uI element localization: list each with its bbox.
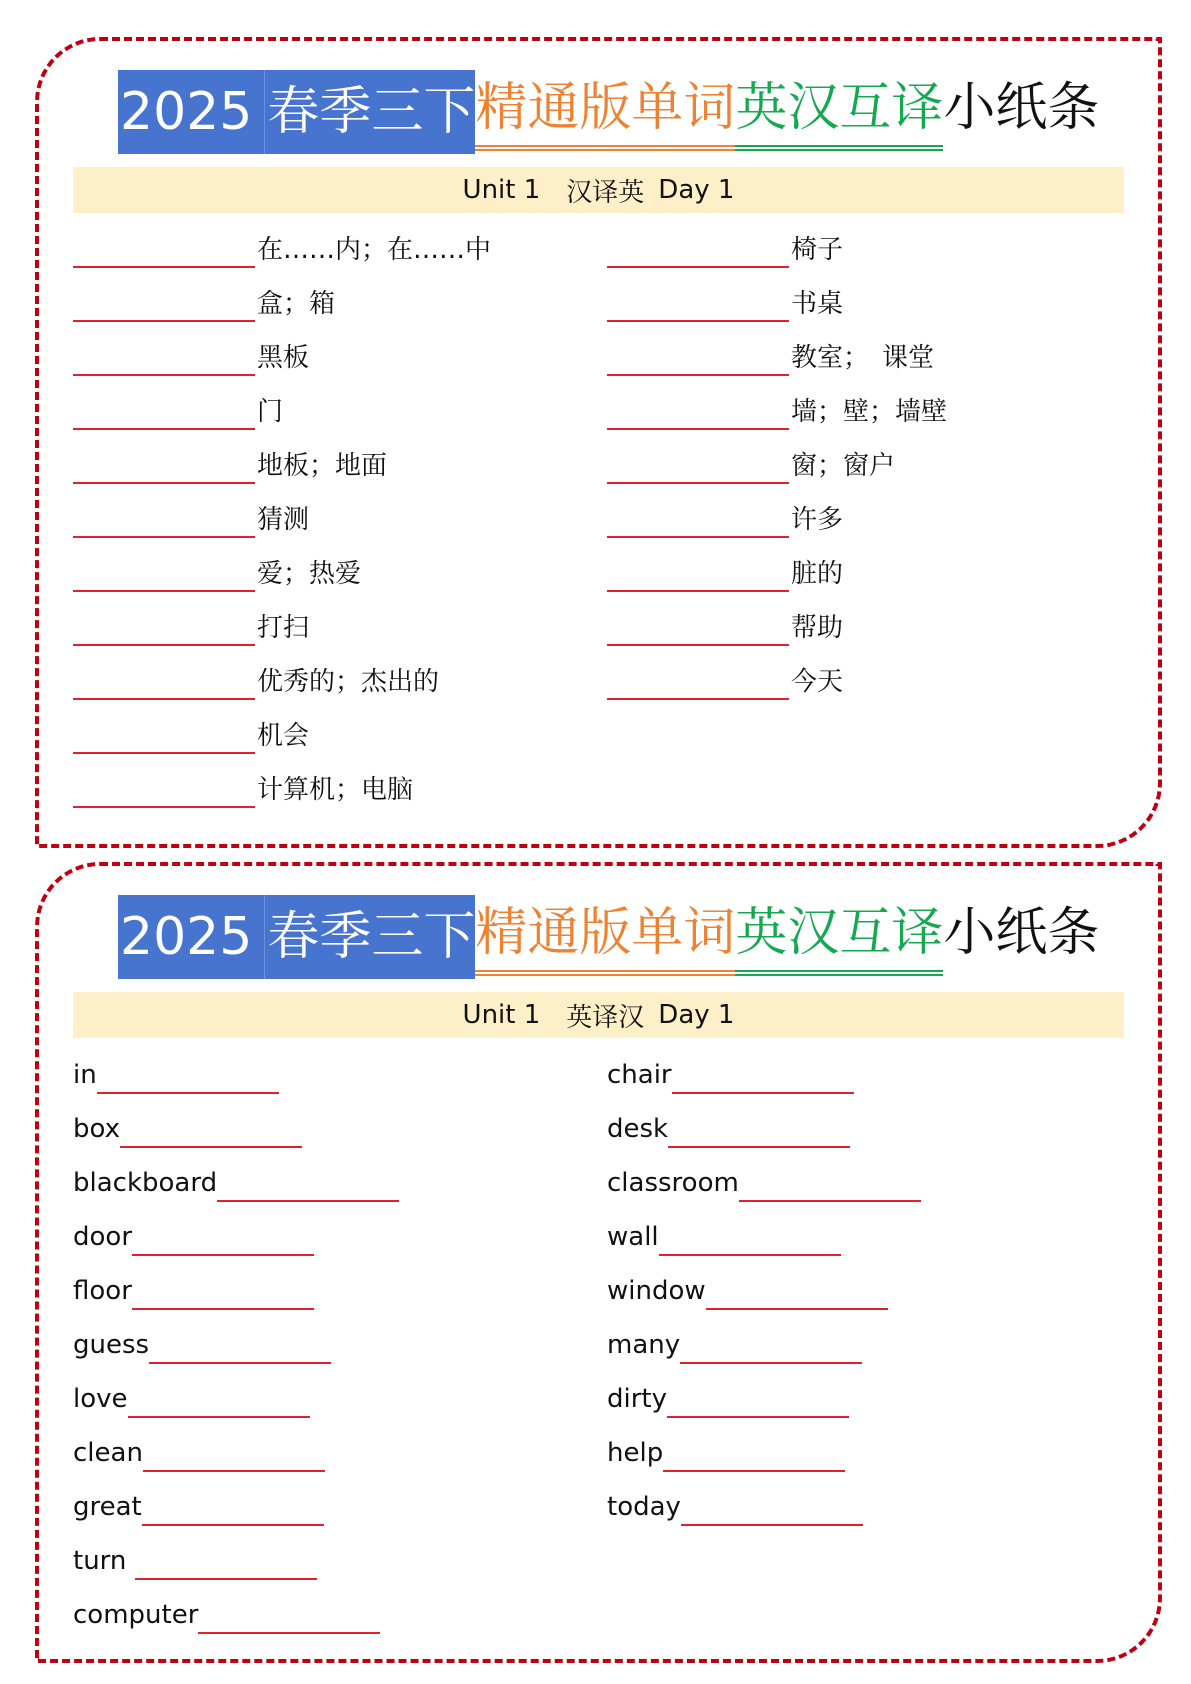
answer-blank[interactable] xyxy=(73,698,255,700)
list-item xyxy=(607,486,843,540)
prompt-text: 机会 xyxy=(257,721,310,751)
answer-blank[interactable] xyxy=(667,1416,849,1418)
list-item xyxy=(73,702,309,756)
prompt-text: 计算机；电脑 xyxy=(257,775,414,805)
title-year: 2025 xyxy=(120,70,265,154)
answer-blank[interactable] xyxy=(706,1308,888,1310)
list-item xyxy=(73,270,335,324)
list-item xyxy=(73,756,413,810)
list-item xyxy=(73,594,309,648)
word-text: today xyxy=(607,1492,681,1522)
list-item xyxy=(607,1366,849,1420)
word-text: great xyxy=(73,1492,142,1522)
list-item xyxy=(73,1366,310,1420)
list-item xyxy=(607,378,947,432)
title-term: 春季三下 xyxy=(267,82,476,142)
list-item xyxy=(73,486,309,540)
answer-blank[interactable] xyxy=(607,320,789,322)
prompt-text: 爱；热爱 xyxy=(257,559,362,589)
list-item xyxy=(607,1150,921,1204)
list-item xyxy=(607,270,843,324)
unit-label: Unit 1 xyxy=(462,175,541,205)
list-item xyxy=(73,378,283,432)
list-item xyxy=(73,1312,331,1366)
answer-blank[interactable] xyxy=(73,536,255,538)
word-text: clean xyxy=(73,1438,143,1468)
word-text: chair xyxy=(607,1060,672,1090)
answer-blank[interactable] xyxy=(672,1092,854,1094)
word-text: turn xyxy=(73,1546,135,1576)
list-item xyxy=(73,216,491,270)
word-text: window xyxy=(607,1276,706,1306)
list-item xyxy=(73,1258,314,1312)
mode-label: 英译汉 xyxy=(566,1002,645,1033)
unit-label: Unit 1 xyxy=(462,1000,541,1030)
answer-blank[interactable] xyxy=(739,1200,921,1202)
word-text: love xyxy=(73,1384,128,1414)
word-text: box xyxy=(73,1114,120,1144)
list-item xyxy=(607,648,843,702)
list-item xyxy=(73,1420,325,1474)
prompt-text: 教室； 课堂 xyxy=(791,343,935,373)
answer-blank[interactable] xyxy=(681,1524,863,1526)
list-item xyxy=(607,1420,845,1474)
prompt-text: 黑板 xyxy=(257,343,310,373)
word-text: in xyxy=(73,1060,97,1090)
title-translate: 英汉互译 xyxy=(735,898,943,976)
word-text: door xyxy=(73,1222,133,1252)
prompt-text: 地板；地面 xyxy=(257,451,388,481)
answer-blank[interactable] xyxy=(73,266,255,268)
list-item xyxy=(73,1528,317,1582)
list-item xyxy=(607,1474,863,1528)
list-item xyxy=(73,1150,399,1204)
answer-blank[interactable] xyxy=(142,1524,324,1526)
word-text: floor xyxy=(73,1276,132,1306)
prompt-text: 打扫 xyxy=(257,613,310,643)
prompt-text: 脏的 xyxy=(791,559,844,589)
prompt-text: 窗；窗户 xyxy=(791,451,896,481)
worksheet-card-zh-to-en xyxy=(35,37,1162,848)
answer-blank[interactable] xyxy=(607,698,789,700)
list-item xyxy=(73,324,309,378)
list-item xyxy=(607,216,843,270)
list-item xyxy=(607,1096,850,1150)
answer-blank[interactable] xyxy=(73,644,255,646)
answer-blank[interactable] xyxy=(607,374,789,376)
list-item xyxy=(73,432,387,486)
worksheet-card-en-to-zh xyxy=(35,862,1162,1663)
word-text: guess xyxy=(73,1330,150,1360)
prompt-text: 椅子 xyxy=(791,235,844,265)
list-item xyxy=(607,1258,888,1312)
word-text: wall xyxy=(607,1222,659,1252)
word-text: dirty xyxy=(607,1384,667,1414)
mode-label: 汉译英 xyxy=(566,177,645,208)
list-item xyxy=(607,1042,854,1096)
answer-blank[interactable] xyxy=(132,1254,314,1256)
section-header xyxy=(73,992,1124,1038)
list-item xyxy=(73,1204,314,1258)
title-translate: 英汉互译 xyxy=(735,73,943,151)
list-item xyxy=(73,540,361,594)
list-item xyxy=(607,432,895,486)
answer-blank[interactable] xyxy=(659,1254,841,1256)
word-text: classroom xyxy=(607,1168,739,1198)
word-text: many xyxy=(607,1330,681,1360)
answer-blank[interactable] xyxy=(143,1470,325,1472)
answer-blank[interactable] xyxy=(149,1362,331,1364)
title-term: 春季三下 xyxy=(267,907,476,967)
answer-blank[interactable] xyxy=(680,1362,862,1364)
title-edition: 精通版单词 xyxy=(475,898,735,976)
answer-blank[interactable] xyxy=(607,482,789,484)
answer-blank[interactable] xyxy=(607,590,789,592)
answer-blank[interactable] xyxy=(73,320,255,322)
answer-blank[interactable] xyxy=(132,1308,314,1310)
word-text: blackboard xyxy=(73,1168,218,1198)
list-item xyxy=(607,324,934,378)
list-item xyxy=(73,1096,302,1150)
title-slip: 小纸条 xyxy=(943,78,1100,138)
day-label: Day 1 xyxy=(658,175,735,205)
prompt-text: 门 xyxy=(257,397,284,427)
prompt-text: 帮助 xyxy=(791,613,844,643)
answer-blank[interactable] xyxy=(73,482,255,484)
prompt-text: 书桌 xyxy=(791,289,844,319)
prompt-text: 盒；箱 xyxy=(257,289,336,319)
answer-blank[interactable] xyxy=(668,1146,850,1148)
list-item xyxy=(73,1474,324,1528)
prompt-text: 今天 xyxy=(791,667,844,697)
day-label: Day 1 xyxy=(658,1000,735,1030)
prompt-text: 猜测 xyxy=(257,505,310,535)
answer-blank[interactable] xyxy=(663,1470,845,1472)
card-title xyxy=(118,70,1099,154)
list-item xyxy=(607,594,843,648)
answer-blank[interactable] xyxy=(73,590,255,592)
word-text: desk xyxy=(607,1114,669,1144)
answer-blank[interactable] xyxy=(128,1416,310,1418)
answer-blank[interactable] xyxy=(217,1200,399,1202)
answer-blank[interactable] xyxy=(73,806,255,808)
answer-blank[interactable] xyxy=(73,428,255,430)
list-item xyxy=(73,1042,279,1096)
answer-blank[interactable] xyxy=(73,752,255,754)
word-text: computer xyxy=(73,1600,199,1630)
list-item xyxy=(73,648,439,702)
answer-blank[interactable] xyxy=(607,428,789,430)
answer-blank[interactable] xyxy=(73,374,255,376)
answer-blank[interactable] xyxy=(607,536,789,538)
answer-blank[interactable] xyxy=(135,1578,317,1580)
prompt-text: 优秀的；杰出的 xyxy=(257,667,440,697)
list-item xyxy=(73,1582,380,1636)
answer-blank[interactable] xyxy=(607,266,789,268)
list-item xyxy=(607,1312,862,1366)
list-item xyxy=(607,540,843,594)
title-highlight xyxy=(118,70,475,154)
section-header xyxy=(73,167,1124,213)
prompt-text: 墙；壁；墙壁 xyxy=(791,397,948,427)
answer-blank[interactable] xyxy=(97,1092,279,1094)
answer-blank[interactable] xyxy=(120,1146,302,1148)
answer-blank[interactable] xyxy=(607,644,789,646)
title-edition: 精通版单词 xyxy=(475,73,735,151)
prompt-text: 许多 xyxy=(791,505,844,535)
card-title xyxy=(118,895,1099,979)
list-item xyxy=(607,1204,841,1258)
title-highlight xyxy=(118,895,475,979)
title-slip: 小纸条 xyxy=(943,903,1100,963)
answer-blank[interactable] xyxy=(198,1632,380,1634)
title-year: 2025 xyxy=(120,895,265,979)
prompt-text: 在……内；在……中 xyxy=(257,235,492,265)
word-text: help xyxy=(607,1438,664,1468)
